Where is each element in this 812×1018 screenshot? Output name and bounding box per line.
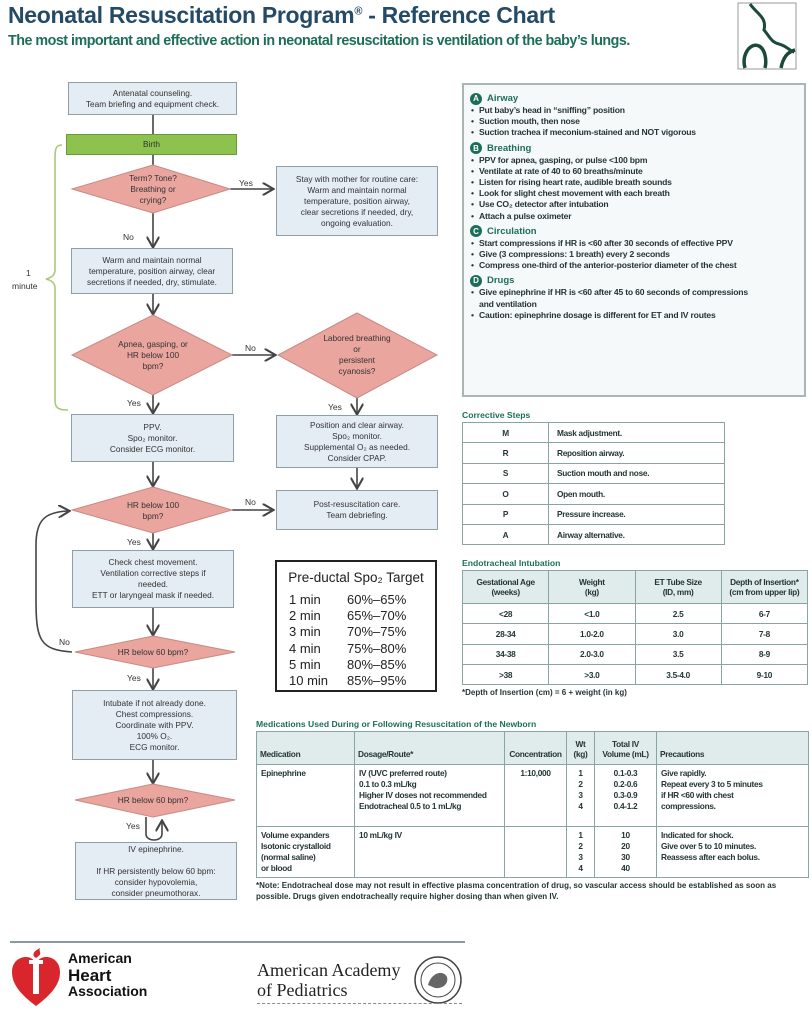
corrective-steps-table bbox=[462, 422, 725, 545]
corrective-step-row bbox=[463, 484, 725, 504]
table-cell: 3.5 bbox=[635, 644, 721, 664]
column-header: Medication bbox=[257, 732, 355, 765]
hr-below-60-question-2: HR below 60 bpm? bbox=[117, 794, 189, 805]
table-cell: 10 20 30 40 bbox=[595, 827, 657, 878]
minute-number: 1 bbox=[26, 268, 31, 278]
medications-section bbox=[256, 718, 808, 902]
abcd-item: • Compress one-third of the anterior-posterior diameter of the chest bbox=[470, 260, 798, 271]
section-title: Drugs bbox=[487, 275, 515, 287]
birth-box: Birth bbox=[66, 134, 237, 155]
table-cell: 1.0-2.0 bbox=[549, 624, 635, 644]
step-description: Reposition airway. bbox=[549, 443, 725, 463]
intubation-footnote: *Depth of Insertion (cm) = 6 + weight (in kg) bbox=[462, 688, 627, 698]
column-header: Concentration bbox=[505, 732, 567, 765]
spo2-row bbox=[289, 673, 429, 688]
aap-line-2: of Pediatrics bbox=[257, 980, 348, 1000]
yes-label: Yes bbox=[328, 402, 342, 412]
check-chest-box: Check chest movement. Ventilation corrective steps if needed. ETT or laryngeal mask if needed. bbox=[72, 550, 234, 608]
table-cell: Epinephrine bbox=[257, 765, 355, 827]
step-description: Open mouth. bbox=[549, 484, 725, 504]
intubation-table bbox=[462, 570, 808, 685]
spo2-time: 1 min bbox=[289, 592, 321, 607]
no-label: No bbox=[245, 343, 256, 353]
medication-row bbox=[257, 765, 809, 827]
spo2-time: 5 min bbox=[289, 656, 321, 672]
step-letter: M bbox=[463, 423, 549, 443]
corrective-step-row bbox=[463, 463, 725, 483]
section-title: Airway bbox=[487, 93, 519, 104]
spo2-range: 60%–65% bbox=[347, 592, 407, 607]
column-header: Wt (kg) bbox=[567, 732, 595, 765]
corrective-steps-section bbox=[462, 409, 725, 545]
aha-line-2: Heart bbox=[68, 965, 112, 985]
table-cell: 2.5 bbox=[635, 604, 721, 624]
table-row bbox=[463, 624, 808, 644]
medication-row bbox=[257, 827, 809, 878]
table-cell: Give rapidly. Repeat every 3 to 5 minutes if HR <60 with chest compressions. bbox=[657, 765, 809, 827]
warm-box: Warm and maintain normal temperature, position airway, clear secretions if needed, dry, stimulate. bbox=[71, 248, 233, 294]
spo2-range: 85%–95% bbox=[347, 673, 407, 688]
table-cell: 3.0 bbox=[635, 624, 721, 644]
column-header: Depth of Insertion* (cm from upper lip) bbox=[721, 571, 807, 604]
spo2-row bbox=[289, 624, 429, 639]
step-letter: A bbox=[463, 524, 549, 544]
medications-title: Medications Used During or Following Resuscitation of the Newborn bbox=[256, 719, 537, 729]
step-description: Mask adjustment. bbox=[549, 423, 725, 443]
hr-below-60-question-1: HR below 60 bpm? bbox=[117, 646, 189, 657]
table-cell: IV (UVC preferred route) 0.1 to 0.3 mL/kg Higher IV doses not recommended Endotracheal 0.5 to 1 mL/kg bbox=[355, 765, 505, 827]
table-cell: 2.0-3.0 bbox=[549, 644, 635, 664]
spo2-range: 65%–70% bbox=[347, 608, 407, 624]
yes-label: Yes bbox=[127, 673, 141, 683]
hr-below-100-question: HR below 100 bpm? bbox=[126, 500, 180, 521]
abcd-section-header bbox=[470, 92, 798, 105]
spo2-time: 10 min bbox=[289, 673, 329, 688]
step-letter: R bbox=[463, 443, 549, 463]
abcd-item: • Give epinephrine if HR is <60 after 45 to 60 seconds of compressions and ventilation bbox=[470, 287, 798, 309]
yes-label: Yes bbox=[127, 537, 141, 547]
table-cell: 0.1-0.3 0.2-0.6 0.3-0.9 0.4-1.2 bbox=[595, 765, 657, 827]
spo2-row bbox=[289, 608, 429, 623]
spo2-range: 70%–75% bbox=[347, 624, 407, 640]
abcd-section-header bbox=[470, 274, 798, 287]
section-letter-icon: A bbox=[470, 93, 482, 105]
table-cell: <28 bbox=[463, 604, 549, 624]
no-label: No bbox=[245, 497, 256, 507]
abcd-item: • PPV for apnea, gasping, or pulse <100 bpm bbox=[470, 155, 798, 166]
position-airway-box: Position and clear airway. Spo₂ monitor. Supplemental O₂ as needed. Consider CPAP. bbox=[276, 415, 438, 468]
medications-table bbox=[256, 731, 809, 878]
section-letter-icon: D bbox=[470, 275, 482, 287]
spo2-time: 3 min bbox=[289, 624, 321, 640]
intubate-box: Intubate if not already done. Chest compressions. Coordinate with PPV. 100% O₂. ECG monitor. bbox=[72, 690, 237, 760]
corrective-steps-title: Corrective Steps bbox=[462, 410, 531, 420]
spo2-row bbox=[289, 592, 429, 607]
abcd-section-header bbox=[470, 142, 798, 155]
table-cell: >38 bbox=[463, 664, 549, 684]
aha-heart-torch-icon bbox=[10, 948, 62, 1008]
ppv-box: PPV. Spo₂ monitor. Consider ECG monitor. bbox=[71, 414, 234, 462]
spo2-row bbox=[289, 657, 429, 672]
post-resuscitation-box: Post-resuscitation care. Team debriefing. bbox=[276, 490, 438, 530]
no-label: No bbox=[123, 232, 134, 242]
section-letter-icon: B bbox=[470, 142, 482, 154]
spo2-row bbox=[289, 641, 429, 656]
table-cell: 10 mL/kg IV bbox=[355, 827, 505, 878]
table-cell: 28-34 bbox=[463, 624, 549, 644]
abcd-item: • Caution: epinephrine dosage is different for ET and IV routes bbox=[470, 310, 798, 321]
registered-mark: ® bbox=[354, 5, 363, 18]
abcd-item: • Suction mouth, then nose bbox=[470, 116, 798, 127]
table-row bbox=[463, 644, 808, 664]
step-description: Suction mouth and nose. bbox=[549, 463, 725, 483]
nrp-logo-icon bbox=[737, 2, 799, 70]
section-title: Breathing bbox=[487, 142, 532, 154]
table-cell: 1 2 3 4 bbox=[567, 765, 595, 827]
table-cell: 34-38 bbox=[463, 644, 549, 664]
apnea-question: Apnea, gasping, or HR below 100 bpm? bbox=[118, 338, 188, 371]
abcd-item: • Attach a pulse oximeter bbox=[470, 211, 798, 222]
table-cell: >3.0 bbox=[549, 664, 635, 684]
aap-tagline-rule bbox=[257, 1003, 462, 1004]
abcd-item: • Suction trachea if meconium-stained and NOT vigorous bbox=[470, 127, 798, 138]
abcd-item: • Put baby’s head in “sniffing” position bbox=[470, 105, 798, 116]
table-cell: Indicated for shock. Give over 5 to 10 minutes. Reassess after each bolus. bbox=[657, 827, 809, 878]
spo2-title: Pre-ductal Spo₂ Target bbox=[288, 570, 424, 585]
spo2-time: 4 min bbox=[289, 640, 321, 656]
aha-line-3: Association bbox=[68, 982, 148, 999]
labored-breathing-question: Labored breathing or persistent cyanosis? bbox=[323, 333, 391, 376]
spo2-time: 2 min bbox=[289, 608, 321, 624]
abcd-item: • Look for slight chest movement with each breath bbox=[470, 188, 798, 199]
footer-divider bbox=[10, 941, 465, 943]
spo2-range: 80%–85% bbox=[347, 656, 407, 672]
abcd-item: • Use CO₂ detector after intubation bbox=[470, 199, 798, 210]
column-header: Gestational Age (weeks) bbox=[463, 571, 549, 604]
table-row bbox=[463, 604, 808, 624]
abcd-item: • Start compressions if HR is <60 after 30 seconds of effective PPV bbox=[470, 238, 798, 249]
abcd-item: • Give (3 compressions: 1 breath) every 2 seconds bbox=[470, 249, 798, 260]
table-cell: 8-9 bbox=[721, 644, 807, 664]
table-cell: 9-10 bbox=[721, 664, 807, 684]
column-header: Weight (kg) bbox=[549, 571, 635, 604]
antenatal-box: Antenatal counseling. Team briefing and equipment check. bbox=[68, 82, 237, 115]
column-header: Total IV Volume (mL) bbox=[595, 732, 657, 765]
table-cell: 3.5-4.0 bbox=[635, 664, 721, 684]
step-description: Airway alternative. bbox=[549, 524, 725, 544]
section-letter-icon: C bbox=[470, 225, 482, 237]
corrective-step-row bbox=[463, 504, 725, 524]
aha-line-1: American bbox=[68, 950, 132, 966]
table-cell: Volume expanders Isotonic crystalloid (normal saline) or blood bbox=[257, 827, 355, 878]
table-row bbox=[463, 664, 808, 684]
abcd-panel bbox=[462, 83, 806, 397]
title-text: Neonatal Resuscitation Program bbox=[8, 2, 355, 28]
intubation-section bbox=[462, 557, 808, 698]
abcd-item: • Listen for rising heart rate, audible breath sounds bbox=[470, 177, 798, 188]
corrective-step-row bbox=[463, 443, 725, 463]
spo2-target-box bbox=[275, 560, 437, 692]
iv-epinephrine-box: IV epinephrine. If HR persistently below 60 bpm: consider hypovolemia, consider pneumothorax. bbox=[75, 842, 237, 900]
corrective-step-row bbox=[463, 423, 725, 443]
abcd-section-header bbox=[470, 225, 798, 238]
medications-note: *Note: Endotracheal dose may not result in effective plasma concentration of drug, so vascular access should be established as soon as possible. Drugs given endotracheally require higher dosing than when given IV. bbox=[256, 881, 777, 901]
step-letter: S bbox=[463, 463, 549, 483]
table-cell: 1:10,000 bbox=[505, 765, 567, 827]
step-letter: O bbox=[463, 484, 549, 504]
spo2-range: 75%–80% bbox=[347, 640, 407, 656]
step-letter: P bbox=[463, 504, 549, 524]
table-cell bbox=[505, 827, 567, 878]
page-subtitle: The most important and effective action in neonatal resuscitation is ventilation of the baby’s lungs. bbox=[8, 33, 630, 49]
table-cell: <1.0 bbox=[549, 604, 635, 624]
aap-line-1: American Academy bbox=[257, 960, 401, 980]
table-cell: 7-8 bbox=[721, 624, 807, 644]
step-description: Pressure increase. bbox=[549, 504, 725, 524]
intubation-title: Endotracheal Intubation bbox=[462, 558, 561, 568]
table-cell: 6-7 bbox=[721, 604, 807, 624]
column-header: Dosage/Route* bbox=[355, 732, 505, 765]
aap-seal-icon bbox=[413, 955, 463, 1005]
yes-label: Yes bbox=[127, 398, 141, 408]
routine-care-box: Stay with mother for routine care: Warm and maintain normal temperature, position airway, clear secretions if needed, dry, ongoing evaluation. bbox=[276, 166, 438, 236]
abcd-item: • Ventilate at rate of 40 to 60 breaths/minute bbox=[470, 166, 798, 177]
aap-logo-text bbox=[257, 960, 400, 1000]
column-header: Precautions bbox=[657, 732, 809, 765]
yes-label: Yes bbox=[239, 178, 253, 188]
column-header: ET Tube Size (ID, mm) bbox=[635, 571, 721, 604]
term-tone-question: Term? Tone? Breathing or crying? bbox=[129, 172, 177, 205]
title-suffix: - Reference Chart bbox=[362, 2, 555, 28]
corrective-step-row bbox=[463, 524, 725, 544]
minute-label: minute bbox=[12, 281, 38, 291]
aha-logo-text bbox=[68, 951, 147, 999]
table-cell: 1 2 3 4 bbox=[567, 827, 595, 878]
section-title: Circulation bbox=[487, 225, 537, 237]
yes-label: Yes bbox=[126, 821, 140, 831]
no-label: No bbox=[59, 637, 70, 647]
